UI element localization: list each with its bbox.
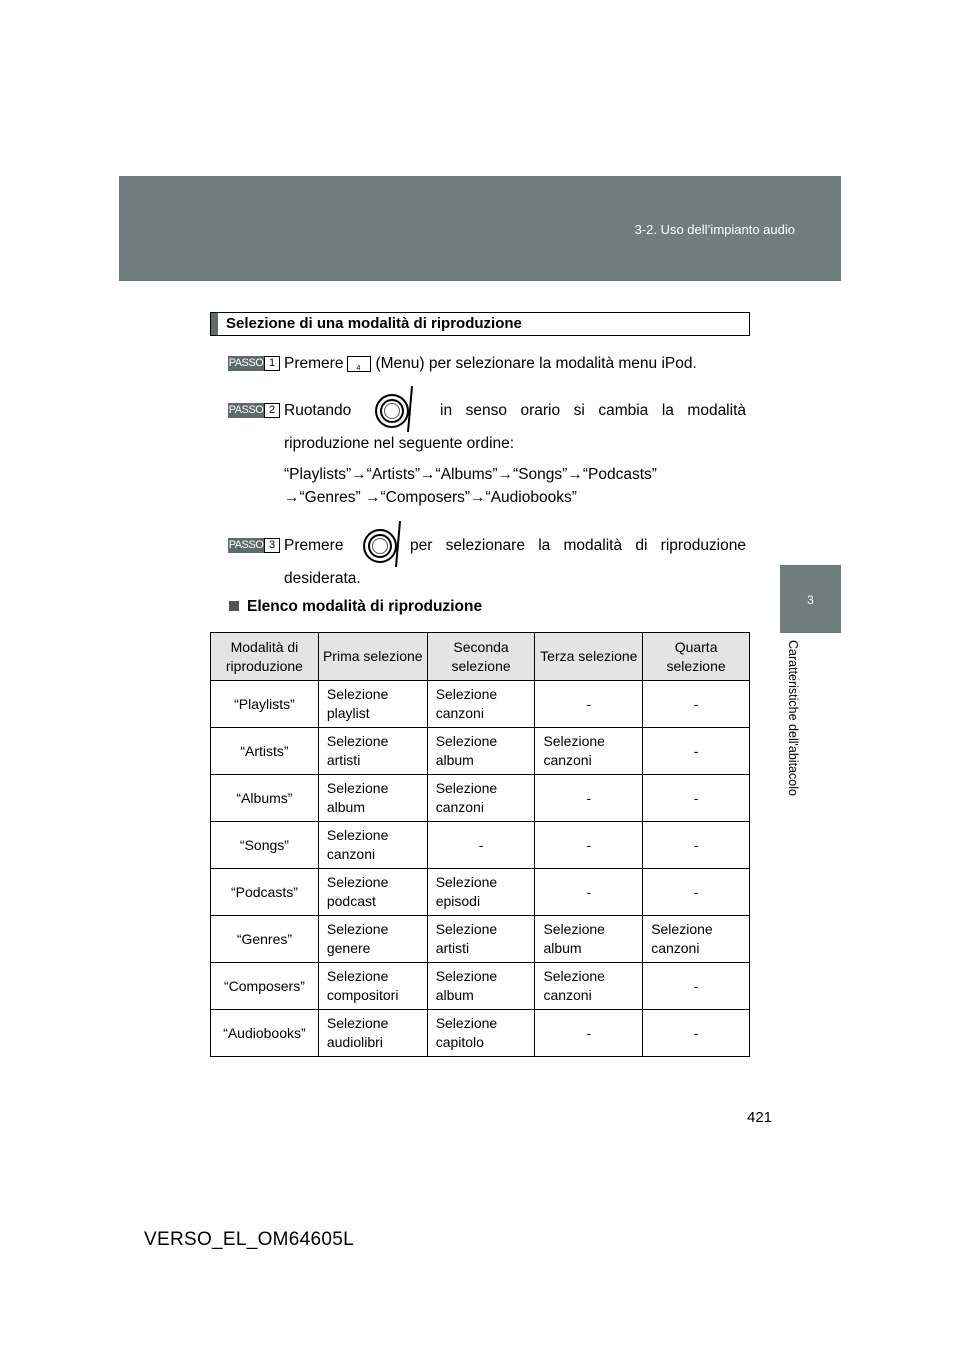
step-1-after: (Menu) per selezionare la modalità menu iPod. [375, 355, 697, 372]
cell: “Songs” [211, 822, 319, 869]
list-heading [229, 598, 482, 616]
document-code: VERSO_EL_OM64605L [144, 1229, 354, 1250]
step-1-before: Premere [284, 355, 344, 372]
cell: Selezione album [535, 916, 643, 963]
chapter-tab [780, 565, 841, 633]
page-number: 421 [747, 1109, 773, 1126]
section-accent [211, 313, 218, 335]
cell: Selezione podcast [318, 869, 427, 916]
cell: - [643, 775, 750, 822]
chapter-side-label [786, 640, 806, 830]
step-2-order-line2: →“Genres” →“Composers”→“Audiobooks” [284, 489, 577, 506]
cell: - [535, 775, 643, 822]
cell: - [535, 869, 643, 916]
cell: Selezione playlist [318, 681, 427, 728]
step-2-after: in senso orario si cambia la modalità [440, 402, 746, 419]
cell: “Artists” [211, 728, 319, 775]
cell: - [427, 822, 535, 869]
menu-button-icon [347, 356, 371, 372]
cell: Selezione album [318, 775, 427, 822]
section-title-bar [210, 312, 750, 336]
table-row [211, 1010, 750, 1057]
cell: - [643, 681, 750, 728]
cell: Selezione canzoni [318, 822, 427, 869]
step-1-badge [228, 356, 280, 371]
cell: “Playlists” [211, 681, 319, 728]
cell: Selezione episodi [427, 869, 535, 916]
step-3-line2: desiderata. [284, 570, 361, 587]
step-badge-number: 3 [264, 538, 280, 553]
cell: “Audiobooks” [211, 1010, 319, 1057]
step-2-badge [228, 403, 280, 418]
step-3-before: Premere [284, 537, 344, 554]
table-row [211, 728, 750, 775]
step-badge-label: PASSO [228, 539, 264, 551]
table-row [211, 681, 750, 728]
cell: Selezione canzoni [643, 916, 750, 963]
cell: “Genres” [211, 916, 319, 963]
cell: “Composers” [211, 963, 319, 1010]
cell: Selezione audiolibri [318, 1010, 427, 1057]
cell: - [535, 822, 643, 869]
step-badge-number: 1 [264, 356, 280, 371]
cell: Selezione artisti [318, 728, 427, 775]
cell: - [643, 869, 750, 916]
header-third: Terza selezione [535, 633, 643, 681]
table-header-row [211, 633, 750, 681]
cell: “Podcasts” [211, 869, 319, 916]
table-row [211, 916, 750, 963]
step-badge-label: PASSO [228, 357, 264, 369]
step-1-text [284, 353, 697, 375]
table-row [211, 963, 750, 1010]
section-breadcrumb: 3-2. Uso dell’impianto audio [634, 222, 795, 237]
cell: Selezione artisti [427, 916, 535, 963]
cell: Selezione genere [318, 916, 427, 963]
section-title: Selezione di una modalità di riproduzione [226, 315, 522, 332]
table-row [211, 869, 750, 916]
cell: Selezione canzoni [427, 681, 535, 728]
step-2-line2: riproduzione nel seguente ordine: [284, 435, 515, 452]
cell: Selezione canzoni [427, 775, 535, 822]
header-mode: Modalità di riproduzione [211, 633, 319, 681]
cell: Selezione compositori [318, 963, 427, 1010]
table-row [211, 822, 750, 869]
cell: “Albums” [211, 775, 319, 822]
cell: Selezione canzoni [535, 963, 643, 1010]
step-badge-label: PASSO [228, 404, 264, 416]
table-row [211, 775, 750, 822]
modes-table [210, 632, 750, 1057]
step-2-order-line1: “Playlists”→“Artists”→“Albums”→“Songs”→“Podcasts” [284, 466, 657, 483]
chapter-number: 3 [807, 593, 814, 607]
step-badge-number: 2 [264, 403, 280, 418]
step-2-before: Ruotando [284, 402, 352, 419]
step-3-after: per selezionare la modalità di riproduzione [410, 537, 746, 554]
header-band [119, 176, 841, 281]
cell: Selezione capitolo [427, 1010, 535, 1057]
cell: - [643, 822, 750, 869]
tune-knob-icon [375, 394, 409, 428]
chapter-label-text: Caratteristiche dell'abitacolo [786, 640, 800, 796]
cell: - [535, 1010, 643, 1057]
cell: - [643, 963, 750, 1010]
cell: - [535, 681, 643, 728]
header-second: Seconda selezione [427, 633, 535, 681]
square-bullet-icon [229, 601, 239, 611]
cell: Selezione album [427, 728, 535, 775]
cell: - [643, 728, 750, 775]
list-heading-text: Elenco modalità di riproduzione [247, 598, 483, 615]
push-knob-icon [363, 529, 397, 563]
cell: Selezione canzoni [535, 728, 643, 775]
step-3-badge [228, 538, 280, 553]
cell: - [643, 1010, 750, 1057]
cell: Selezione album [427, 963, 535, 1010]
header-fourth: Quarta selezione [643, 633, 750, 681]
header-first: Prima selezione [318, 633, 427, 681]
